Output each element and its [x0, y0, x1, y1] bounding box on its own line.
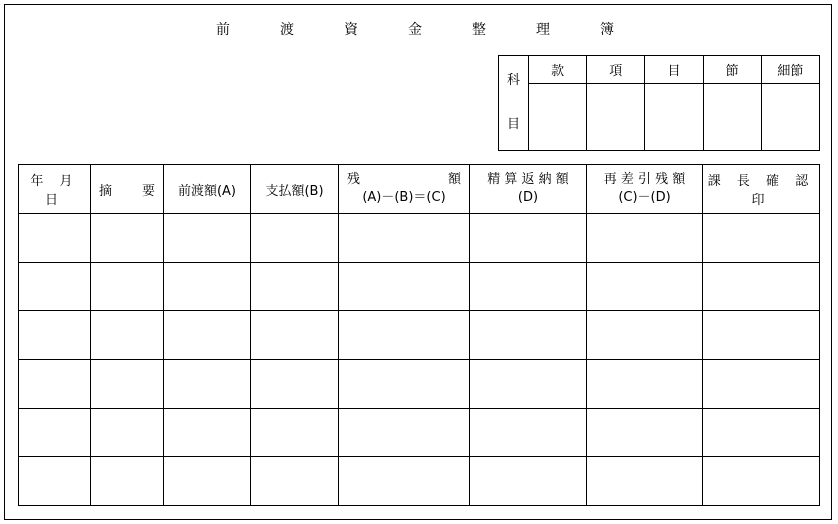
cell-payment[interactable]	[251, 262, 339, 311]
table-row	[19, 214, 820, 263]
kamoku-col-kou: 項	[587, 56, 645, 84]
kamoku-label-top: 科	[506, 73, 520, 88]
cell-date[interactable]	[19, 214, 91, 263]
cell-confirm[interactable]	[703, 457, 820, 506]
page-title: 前 渡 資 金 整 理 簿	[216, 22, 632, 38]
kamoku-col-setsu: 節	[703, 56, 761, 84]
cell-rebalance[interactable]	[587, 311, 703, 360]
cell-balance[interactable]	[339, 408, 470, 457]
cell-rebalance[interactable]	[587, 214, 703, 263]
kamoku-input-setsu[interactable]	[703, 84, 761, 151]
cell-balance[interactable]	[339, 359, 470, 408]
cell-confirm[interactable]	[703, 214, 820, 263]
kamoku-col-kan: 款	[529, 56, 587, 84]
header-balance-formula: (A)－(B)＝(C)	[362, 190, 446, 205]
kamoku-label-bottom: 目	[506, 117, 520, 132]
header-date: 年 月 日	[19, 165, 91, 214]
cell-advance[interactable]	[164, 262, 251, 311]
header-payment: 支払額(B)	[251, 165, 339, 214]
table-row	[19, 359, 820, 408]
cell-rebalance[interactable]	[587, 408, 703, 457]
kamoku-input-moku[interactable]	[645, 84, 703, 151]
cell-confirm[interactable]	[703, 359, 820, 408]
cell-payment[interactable]	[251, 457, 339, 506]
cell-summary[interactable]	[91, 359, 164, 408]
cell-payment[interactable]	[251, 359, 339, 408]
cell-payment[interactable]	[251, 408, 339, 457]
cell-advance[interactable]	[164, 311, 251, 360]
cell-advance[interactable]	[164, 214, 251, 263]
cell-summary[interactable]	[91, 214, 164, 263]
kamoku-label-cell	[499, 56, 529, 151]
cell-refund[interactable]	[470, 214, 587, 263]
cell-advance[interactable]	[164, 359, 251, 408]
kamoku-input-saisetsu[interactable]	[761, 84, 819, 151]
cell-summary[interactable]	[91, 311, 164, 360]
cell-summary[interactable]	[91, 457, 164, 506]
cell-balance[interactable]	[339, 311, 470, 360]
table-row	[19, 262, 820, 311]
kamoku-col-saisetsu: 細節	[761, 56, 819, 84]
header-advance: 前渡額(A)	[164, 165, 251, 214]
cell-payment[interactable]	[251, 214, 339, 263]
cell-date[interactable]	[19, 262, 91, 311]
cell-date[interactable]	[19, 311, 91, 360]
ledger-table	[18, 164, 820, 506]
cell-confirm[interactable]	[703, 311, 820, 360]
cell-payment[interactable]	[251, 311, 339, 360]
cell-advance[interactable]	[164, 457, 251, 506]
table-row	[19, 457, 820, 506]
header-balance-right: 額	[447, 172, 461, 187]
cell-refund[interactable]	[470, 262, 587, 311]
table-row	[19, 311, 820, 360]
header-summary	[91, 165, 164, 214]
cell-balance[interactable]	[339, 457, 470, 506]
cell-confirm[interactable]	[703, 262, 820, 311]
cell-balance[interactable]	[339, 262, 470, 311]
header-balance-left: 残	[347, 172, 361, 187]
kamoku-col-moku: 目	[645, 56, 703, 84]
cell-refund[interactable]	[470, 359, 587, 408]
cell-confirm[interactable]	[703, 408, 820, 457]
account-code-box	[498, 55, 820, 151]
cell-date[interactable]	[19, 408, 91, 457]
cell-summary[interactable]	[91, 262, 164, 311]
table-row	[19, 408, 820, 457]
cell-date[interactable]	[19, 457, 91, 506]
header-rebalance-bottom: (C)－(D)	[618, 190, 671, 205]
header-balance	[339, 165, 470, 214]
header-rebalance-top: 再 差 引 残 額	[603, 172, 686, 187]
kamoku-input-kou[interactable]	[587, 84, 645, 151]
cell-rebalance[interactable]	[587, 359, 703, 408]
cell-refund[interactable]	[470, 457, 587, 506]
cell-advance[interactable]	[164, 408, 251, 457]
ledger-body	[19, 214, 820, 506]
cell-refund[interactable]	[470, 408, 587, 457]
header-refund	[470, 165, 587, 214]
header-confirm: 課 長 確 認 印	[703, 165, 820, 214]
cell-rebalance[interactable]	[587, 262, 703, 311]
header-rebalance	[587, 165, 703, 214]
header-summary-right: 要	[141, 183, 155, 199]
cell-refund[interactable]	[470, 311, 587, 360]
kamoku-input-kan[interactable]	[529, 84, 587, 151]
cell-date[interactable]	[19, 359, 91, 408]
cell-summary[interactable]	[91, 408, 164, 457]
header-summary-left: 摘	[99, 183, 113, 199]
cell-rebalance[interactable]	[587, 457, 703, 506]
header-refund-top: 精 算 返 納 額	[487, 172, 569, 187]
cell-balance[interactable]	[339, 214, 470, 263]
header-refund-bottom: (D)	[517, 190, 539, 205]
